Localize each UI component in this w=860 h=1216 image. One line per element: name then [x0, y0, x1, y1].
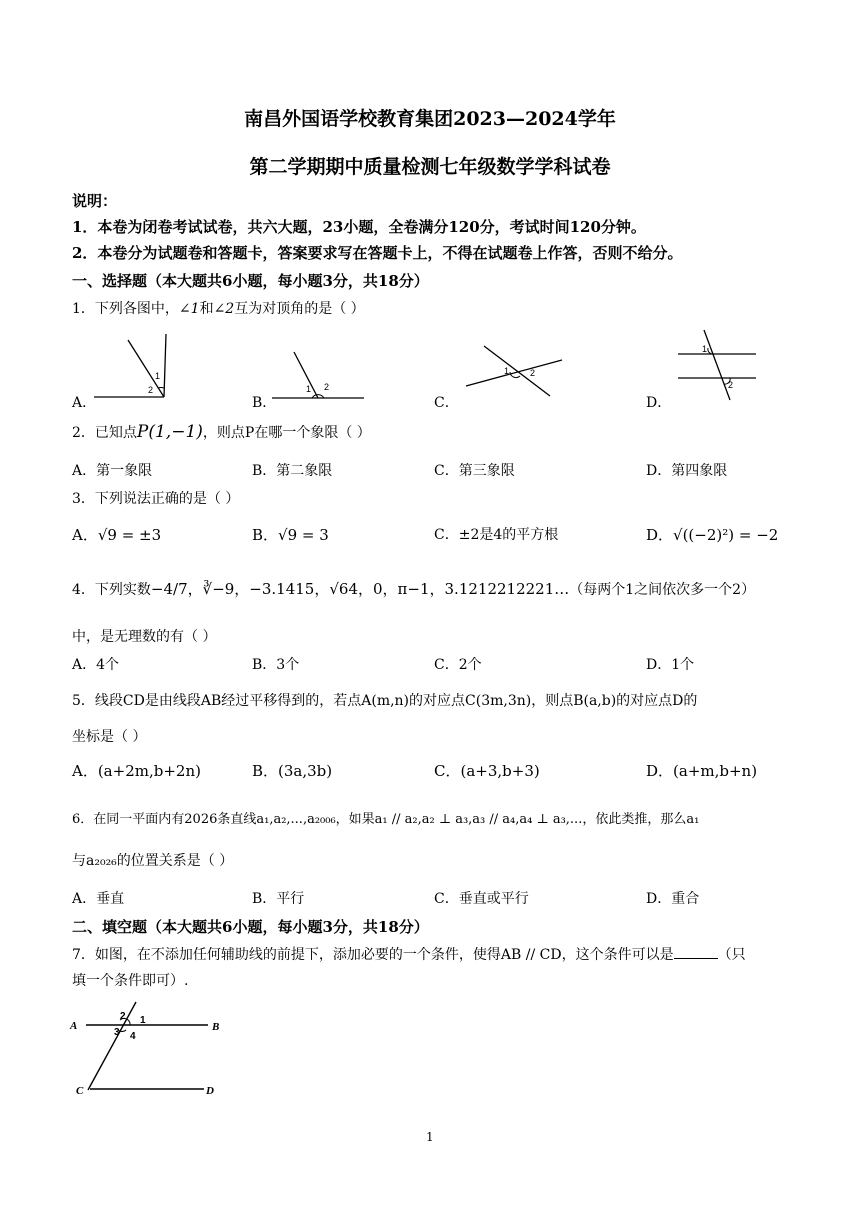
q6-option-b: B．平行 [252, 891, 305, 907]
q6-option-d: D．重合 [646, 891, 700, 907]
q7-answer-blank [674, 944, 718, 959]
note-1: 1．本卷为闭卷考试试卷，共六大题，23小题，全卷满分120分，考试时间120分钟。 [72, 218, 646, 236]
q1-stem: 1．下列各图中，∠1和∠2互为对顶角的是（ ） [72, 301, 365, 317]
q5-option-b: B．(3a,3b) [252, 762, 333, 780]
q2-stem: 2．已知点P(1,−1)，则点P在哪一个象限（ ） [72, 422, 371, 442]
q6-option-a: A．垂直 [72, 891, 125, 907]
q7-stem-line-2: 填一个条件即可）. [72, 973, 189, 989]
q7-figure [68, 998, 238, 1102]
q7-stem: 7．如图，在不添加任何辅助线的前提下，添加必要的一个条件，使得AB // CD，这个条件可以是 （只 [72, 944, 746, 964]
section-1-heading: 一、选择题（本大题共6小题，每小题3分，共18分） [72, 272, 429, 290]
title-line-1: 南昌外国语学校教育集团2023—2024学年 [244, 108, 616, 130]
title-line-2: 第二学期期中质量检测七年级数学学科试卷 [249, 156, 611, 178]
q1-option-c: C． [434, 395, 459, 411]
q3-option-b: B．√9 = 3 [252, 526, 329, 544]
note-2: 2．本卷分为试题卷和答题卡，答案要求写在答题卡上，不得在试题卷上作答，否则不给分。 [72, 244, 683, 262]
notes-label: 说明： [72, 192, 118, 210]
q4-option-a: A．4个 [72, 657, 120, 673]
q6-stem: 6．在同一平面内有2026条直线a₁,a₂,...,a₂₀₀₆，如果a₁ // a₂,a₂ ⊥ a₃,a₃ // a₄,a₄ ⊥ a₃,...，依此类推，那么a₁ [72, 812, 700, 827]
q1-figure-b [268, 346, 368, 402]
q1-option-b: B． [252, 395, 277, 411]
q4-stem: 4．下列实数−4/7，∛−9，−3.1415，√64，0，π−1，3.1212212221…（每两个1之间依次多一个2） [72, 580, 756, 598]
q2-option-d: D．第四象限 [646, 463, 728, 479]
q1d-label-1: 1 [702, 344, 708, 354]
q5-stem: 5．线段CD是由线段AB经过平移得到的，若点A(m,n)的对应点C(3m,3n)，则点B(a,b)的对应点D的 [72, 693, 698, 709]
q4-option-d: D．1个 [646, 657, 695, 673]
q5-option-a: A．(a+2m,b+2n) [72, 762, 201, 780]
q1-figure-c [462, 340, 566, 400]
q1a-label-1: 1 [155, 371, 161, 381]
section-2-heading: 二、填空题（本大题共6小题，每小题3分，共18分） [72, 918, 429, 936]
q2-option-a: A．第一象限 [72, 463, 153, 479]
q7-label-2: 2 [120, 1011, 126, 1022]
q4-option-c: C．2个 [434, 657, 482, 673]
q1a-label-2: 2 [148, 385, 154, 395]
q1-option-a: A． [72, 395, 97, 411]
q1-option-d: D． [646, 395, 672, 411]
q3-option-c: C．±2是4的平方根 [434, 527, 559, 543]
q4-option-b: B．3个 [252, 657, 300, 673]
q4-stem-line-2: 中，是无理数的有（ ） [72, 629, 217, 645]
q1c-label-1: 1 [504, 366, 510, 376]
q5-option-c: C．(a+3,b+3) [434, 762, 540, 780]
q1b-label-1: 1 [306, 384, 312, 394]
q1c-label-2: 2 [530, 368, 536, 378]
q7-label-c: C [76, 1085, 84, 1097]
q7-label-b: B [212, 1021, 220, 1033]
q3-stem: 3．下列说法正确的是（ ） [72, 491, 240, 507]
q6-stem-line-2: 与a₂₀₂₆的位置关系是（ ） [72, 853, 234, 869]
q7-label-a: A [70, 1020, 78, 1032]
q7-label-1: 1 [140, 1015, 146, 1026]
q7-label-d: D [206, 1085, 214, 1097]
q1b-label-2: 2 [324, 382, 330, 392]
q5-option-d: D．(a+m,b+n) [646, 762, 758, 780]
page-number: 1 [426, 1130, 434, 1144]
q2-option-b: B．第二象限 [252, 463, 333, 479]
q1-figure-d [674, 328, 760, 404]
q1d-label-2: 2 [728, 380, 734, 390]
q5-stem-line-2: 坐标是（ ） [72, 729, 147, 745]
q3-option-a: A．√9 = ±3 [72, 526, 162, 544]
q3-option-d: D．√((−2)²) = −2 [646, 526, 779, 544]
q6-option-c: C．垂直或平行 [434, 891, 529, 907]
q1-figure-a [92, 330, 182, 402]
q7-label-4: 4 [130, 1031, 136, 1042]
q2-option-c: C．第三象限 [434, 463, 515, 479]
q7-label-3: 3 [114, 1027, 120, 1038]
